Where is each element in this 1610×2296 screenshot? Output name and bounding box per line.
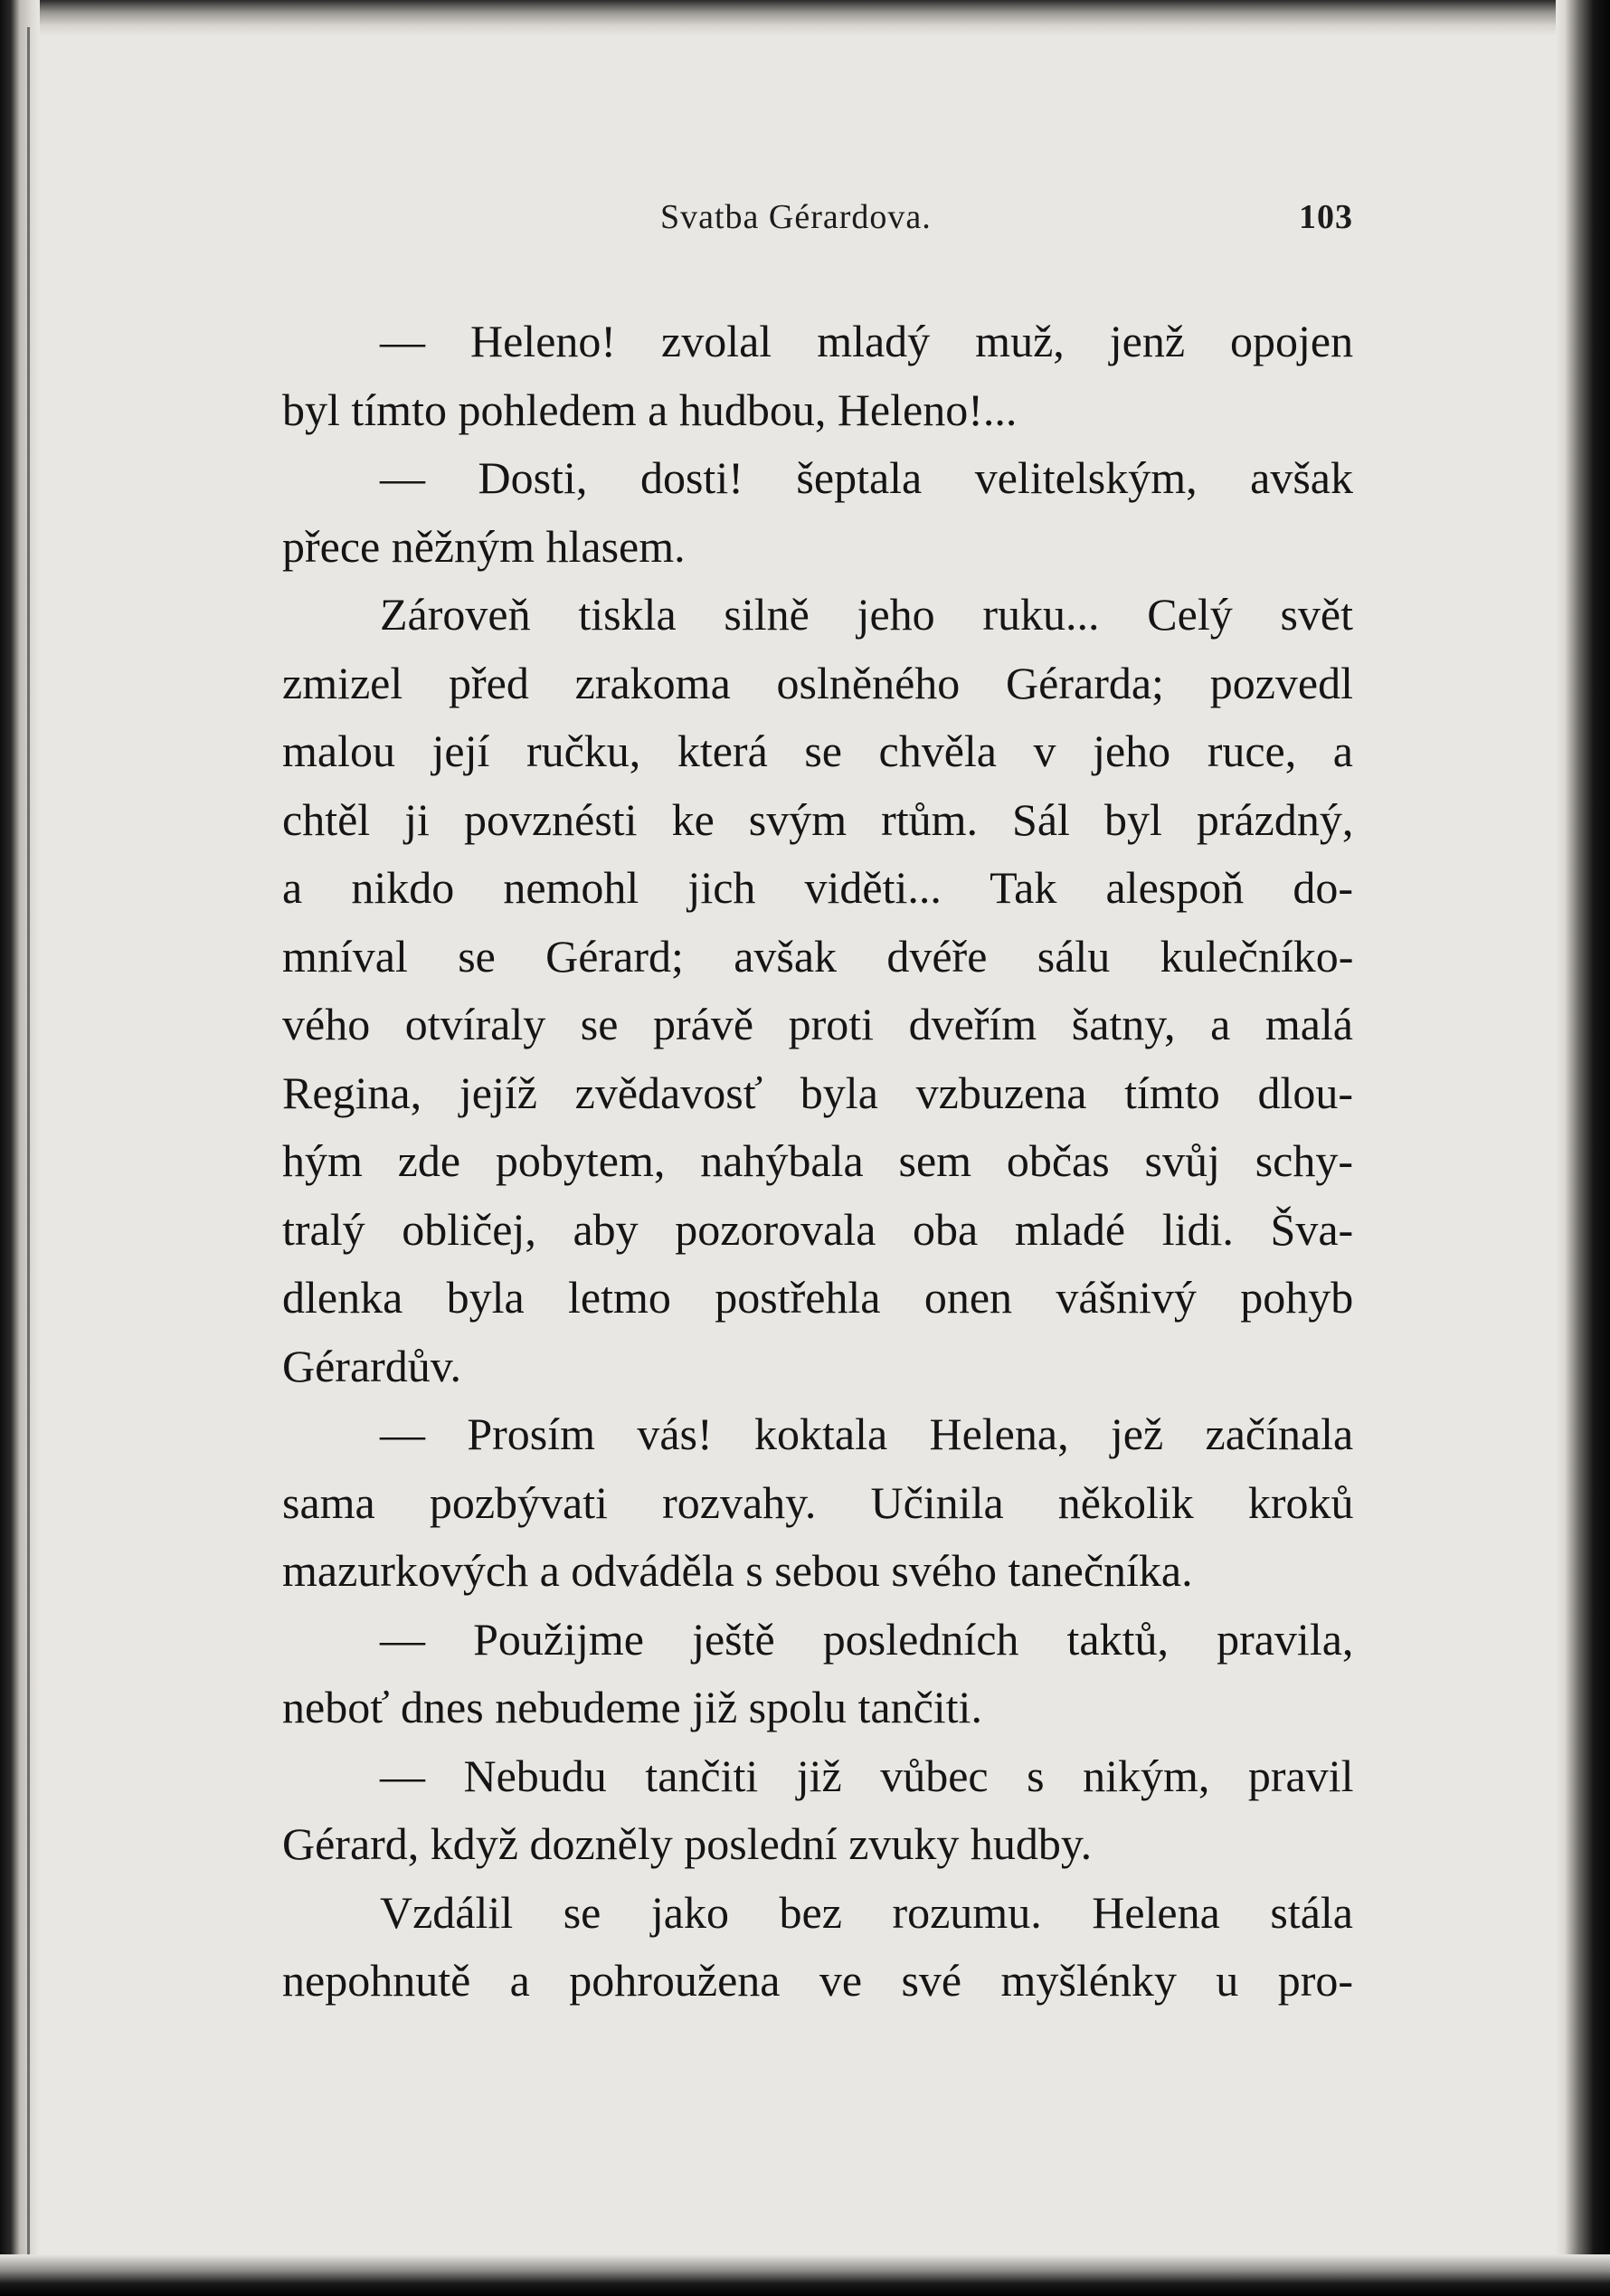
scan-left-edge <box>0 0 40 2296</box>
text-line: nepohnutě a pohroužena ve své myšlénky u pro- <box>282 1955 1353 2006</box>
text-line: — Použijme ještě posledních taktů, pravila, <box>380 1613 1354 1665</box>
text-line: vého otvíraly se právě proti dveřím šatny, a malá <box>282 999 1353 1049</box>
running-head <box>660 197 1353 242</box>
scan-bottom-edge <box>0 2254 1610 2296</box>
text-line: zmizel před zrakoma oslněného Gérarda; pozvedl <box>282 657 1353 708</box>
text-line: dlenka byla letmo postřehla onen vášnivý pohyb <box>282 1272 1354 1323</box>
text-line: — Dosti, dosti! šeptala velitelským, avšak <box>380 452 1353 503</box>
text-line: — Nebudu tančiti již vůbec s nikým, pravil <box>380 1750 1354 1801</box>
text-line: neboť dnes nebudeme již spolu tančiti. <box>282 1682 982 1732</box>
paragraph-3 <box>282 581 1353 1400</box>
text-line: Gérard, když dozněly poslední zvuky hudby. <box>282 1818 1093 1869</box>
text-line: Regina, jejíž zvědavosť byla vzbuzena tímto dlou- <box>282 1067 1353 1118</box>
text-line: — Heleno! zvolal mladý muž, jenž opojen <box>380 316 1354 366</box>
text-line: mníval se Gérard; avšak dvéře sálu kulečníko- <box>282 930 1354 982</box>
text-line: Zároveň tiskla silně jeho ruku... Celý svět <box>380 589 1353 640</box>
scan-top-edge <box>0 0 1610 36</box>
body-text <box>282 308 1353 2016</box>
paragraph-6 <box>282 1742 1353 1879</box>
paragraph-1 <box>282 308 1353 444</box>
text-line: — Prosím vás! koktala Helena, jež začínala <box>380 1409 1354 1459</box>
paragraph-7 <box>282 1879 1353 2016</box>
text-line: Vzdálil se jako bez rozumu. Helena stála <box>380 1886 1353 1938</box>
gutter-line <box>27 27 30 2262</box>
text-line: tralý obličej, aby pozorovala oba mladé lidi. Šva- <box>282 1203 1354 1255</box>
text-line: sama pozbývati rozvahy. Učinila několik kroků <box>282 1476 1354 1528</box>
paragraph-5 <box>282 1606 1353 1742</box>
text-line: a nikdo nemohl jich viděti... Tak alespoň do- <box>282 862 1353 913</box>
page-number: 103 <box>1299 198 1353 236</box>
running-head-title: Svatba Gérardova. <box>660 198 932 236</box>
scan-right-edge <box>1556 0 1610 2296</box>
text-line: byl tímto pohledem a hudbou, Heleno!... <box>282 384 1018 435</box>
text-line: chtěl ji povznésti ke svým rtům. Sál byl prázdný, <box>282 793 1354 845</box>
paragraph-2 <box>282 444 1353 581</box>
text-line: Gérardův. <box>282 1340 462 1391</box>
text-line: přece něžným hlasem. <box>282 520 686 572</box>
paragraph-4 <box>282 1400 1353 1606</box>
text-line: mazurkových a odváděla s sebou svého tanečníka. <box>282 1545 1193 1596</box>
text-line: hým zde pobytem, nahýbala sem občas svůj schy- <box>282 1135 1353 1186</box>
text-line: malou její ručku, která se chvěla v jeho ruce, a <box>282 726 1353 776</box>
